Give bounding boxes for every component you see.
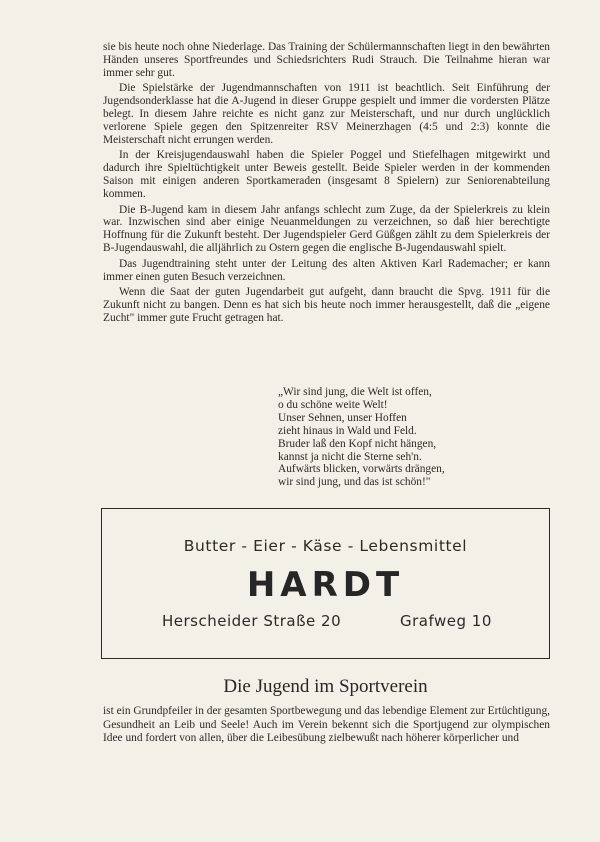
poem-line: kannst ja nicht die Sterne seh'n. (278, 450, 422, 463)
poem-line: o du schöne weite Welt! (278, 398, 388, 411)
poem-line: Aufwärts blicken, vorwärts drängen, (278, 463, 445, 476)
poem-line: Unser Sehnen, unser Hoffen (278, 411, 407, 424)
ad-address-2: Grafweg 10 (400, 612, 492, 630)
article-body-top (103, 41, 550, 328)
paragraph-4: Die B-Jugend kam in diesem Jahr anfangs schlecht zum Zuge, da der Spielerkreis zu klein war. Inzwischen sind aber einige Neuanmeldungen zu verzeichnen, so daß hier berechtigte Hoffnung für die Zukunft besteht. Der Jugendspieler Gerd Güßgen zählt zu dem Spielerkreis der B-Jugendauswahl, die alljährlich zu Ostern gegen die englische B-Jugendauswahl spielt. (103, 203, 550, 254)
paragraph-5: Das Jugendtraining steht unter der Leitung des alten Aktiven Karl Rademacher; er kann immer einen guten Besuch verzeichnen. (103, 257, 550, 283)
paragraph-6: Wenn die Saat der guten Jugendarbeit gut aufgeht, dann braucht die Spvg. 1911 für die Zukunft nicht zu bangen. Denn es hat sich bis heute noch immer herausgestellt, daß die „eigene Zucht" immer gute Frucht getragen hat. (103, 286, 550, 324)
paragraph-2: Die Spielstärke der Jugendmannschaften von 1911 ist beachtlich. Seit Einführung der Jugendsonderklasse hat die A-Jugend in dieser Gruppe gespielt und immer die vordersten Plätze belegt. In diesem Jahre reichte es nicht ganz zur Meisterschaft, und nur durch unglücklich verlorene Spiele gegen den Spitzenreiter RSV Meinerzhagen (4:5 und 2:3) konnte die Meisterschaft nicht errungen werden. (103, 82, 550, 146)
ad-business-name: HARDT (246, 565, 405, 605)
paragraph-1: sie bis heute noch ohne Niederlage. Das Training der Schülermannschaften liegt in den bewährten Händen unseres Sportfreundes und Schiedsrichters Rudi Strauch. Die Teilnahme hieran war immer sehr gut. (103, 41, 550, 79)
poem (278, 386, 445, 489)
poem-line: zieht hinaus in Wald und Feld. (278, 424, 417, 437)
poem-line: wir sind jung, und das ist schön!" (278, 476, 431, 489)
paragraph-3: In der Kreisjugendauswahl haben die Spieler Poggel und Stiefelhagen mitgewirkt und dadurch ihre Spieltüchtigkeit unter Beweis gestellt. Beide Spieler werden in der kommenden Saison mit einigen anderen Sportkameraden (insgesamt 8 Spielern) zur Seniorenabteilung kommen. (103, 149, 550, 200)
ad-address-1: Herscheider Straße 20 (162, 612, 342, 630)
section-paragraph: ist ein Grundpfeiler in der gesamten Sportbewegung und das lebendige Element zur Ertüchtigung, Gesundheit an Leib und Seele! Auch im Verein bekennt sich die Sportjugend zur olympischen Idee und fordert von allen, über die Leibesübung zielbewußt nach höherer körperlicher und (103, 705, 550, 745)
section-title: Die Jugend im Sportverein (223, 676, 428, 697)
ad-products: Butter - Eier - Käse - Lebensmittel (183, 537, 468, 555)
poem-line: „Wir sind jung, die Welt ist offen, (278, 386, 432, 398)
article-body-bottom (103, 705, 550, 749)
advertisement-box (101, 508, 550, 659)
poem-line: Bruder laß den Kopf nicht hängen, (278, 437, 437, 450)
